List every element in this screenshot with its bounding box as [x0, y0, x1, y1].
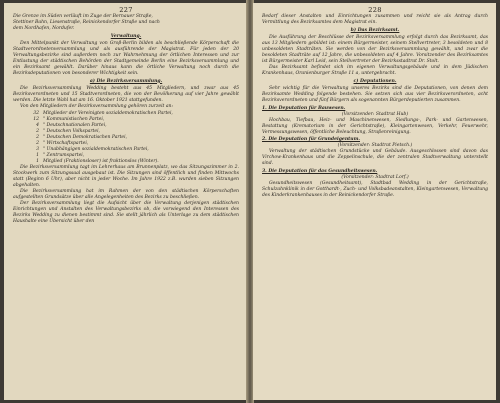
- paragraph: Bedarf dieser Anstalten und Einrichtungen zusammen und reicht sie als Antrag durch Vermittlung des Bezirksamtes dem Magistrat ein.: [262, 14, 488, 25]
- left-page-text: [13, 14, 239, 225]
- paragraph: Die Ausführung der Beschlüsse der Bezirksversammlung erfolgt durch das Bezirksamt, das aus 13 Mitgliedern gebildet ist: einem Bürgermeister, seinem Stellvertreter, 3 besoldeten und 8 unbesoldeten Stadträten. Sie werden von der Bezirksversammlung gewählt, und zwar die besoldeten Stadträte auf 12 Jahre, die unbesoldeten auf 4 Jahre. Vorsitzender des Bezirksamtes ist Bürgermeister Karl Leid, sein Stellvertreter der Bezirksstadtrat Dr. Stolt.: [262, 35, 488, 64]
- paragraph: Sehr wichtig für die Verwaltung unseres Bezirks sind die Deputationen, von denen dem Bezirksamte Wedding folgende bestehen. Sie setzen sich aus vier Bezirksverordneten, acht Bezirksverordneten und fünf Bürgern als sogenannten Bürgerdeputierten zusammen.: [262, 86, 488, 103]
- paragraph: Der Bezirksversammlung liegt die Aufsicht über die Verwaltung derjenigen städtischen Einrichtungen und Anstalten des Verwaltungsbezirks ob, die vorwiegend den Interessen des Bezirks Wedding zu dienen bestimmt sind. Sie stellt jährlich als Unterlage zu dem städtischen Haushalte eine Übersicht über den: [13, 201, 239, 224]
- seat-party: " Zentrumspartei,: [43, 152, 85, 158]
- seat-party: " Wirtschaftspartei,: [43, 140, 89, 146]
- seat-row: [15, 159, 239, 165]
- seat-party: " Deutschnationalen Partei,: [43, 122, 107, 128]
- page-number: 228: [368, 6, 382, 14]
- seat-count: 32: [33, 110, 39, 116]
- seat-count: 2: [36, 134, 39, 140]
- seat-party: " Deutschen Volkspartei,: [43, 128, 100, 134]
- seat-count: 4: [36, 122, 39, 128]
- seat-list: [15, 111, 239, 165]
- section-heading: Verwaltung.: [110, 33, 142, 39]
- paragraph: Den Mittelpunkt der Verwaltung von Groß-Berlin bilden als beschließende Körperschaft die Stadtverordnetenversammlung und als ausführende der Magistrat. Für jeden der 20 Verwaltungsbezirke sind außerdem noch zur Wahrnehmung der örtlichen Interessen und zur Entlastung der städtischen Behörden der Stadtgemeinde Berlin eine Bezirksversammlung und ein Bezirksamt gewählt. Darüber hinaus kann die örtliche Verwaltung noch durch die Bezirksdeputationen von besonderer Wichtigkeit sein.: [13, 41, 239, 76]
- seat-party: Mitglied (Fraktionsloser) ist fraktionslos (Winter).: [43, 158, 159, 164]
- deputation-text: Hochbau, Tiefbau, Heiz- und Maschinenwesen, Siedlungs-, Park- und Gartenwesen, Bestattung (Krematorium in der Gerichtstraße), Kleingartenwesen, Verkehr, Feuerwehr, Vermessungswesen, öffentliche Beleuchtung, Straßenreinigung.: [262, 117, 488, 135]
- seat-count: 2: [36, 140, 39, 146]
- text-line: Die Grenze im Süden verläuft im Zuge der Bernauer Straße,: [13, 14, 153, 19]
- deputation-chair: (Vorsitzender: Stadtrat Hub): [341, 111, 409, 117]
- text-line: dem Nordhafen, Nordufer.: [13, 26, 75, 31]
- deputation-title: 2. Die Deputation für Grundeigentum.: [262, 137, 360, 142]
- deputation-text: Verwaltung der städtischen Grundstücke und Gebäude. Ausgeschlossen sind davon das Virchow-Krankenhaus und die Zeppelinschule, die der zentralen Stadtverwaltung unterstellt sind.: [262, 149, 488, 166]
- seat-count: 1: [36, 158, 39, 164]
- deputation-title: 1. Die Deputation für Bauwesen.: [262, 105, 346, 111]
- seat-count: 3: [36, 146, 39, 152]
- right-page: [253, 3, 496, 400]
- text-line: Stettiner Bahn, Liesenstraße, Reinickendorfer Straße und nach: [13, 20, 160, 25]
- paragraph: Von den Mitgliedern der Bezirksversammlung gehören zurzeit an:: [20, 104, 174, 109]
- paragraph: Die Bezirksversammlung tagt im Lehrerhaus am Brunnenplatz, wo das Sitzungszimmer in 2. Stockwerk zum Sitzungssaal ausgebaut ist. Die Sitzungen sind öffentlich und finden Mittwochs statt (Beginn 6 Uhr), aber nicht in jeder Woche. Im Jahre 1922 z.B. wurden sieben Sitzungen abgehalten.: [13, 165, 239, 188]
- left-page: [4, 3, 247, 400]
- seat-party: " Kommunistischen Partei,: [43, 116, 105, 122]
- seat-count: 12: [33, 116, 39, 122]
- paragraph: Das Bezirksamt befindet sich im eigenen Verwaltungsgebäude und in dem Jüdischen Krankenhaus, Oranienburger Straße 11 a, untergebracht.: [262, 65, 488, 76]
- seat-count: 1: [36, 152, 39, 158]
- subsection-heading: c) Deputationen.: [353, 78, 397, 84]
- deputation-title: 3. Die Deputation für das Gesundheitswesen.: [262, 168, 378, 174]
- subsection-heading: a) Die Bezirksversammlung.: [89, 78, 163, 84]
- deputation-text: Gesundheitswesen (Gesundheitsamt), Stadtbad Wedding in der Gerichtstraße, Schulzahnklinik in der Gotthardt-, Zuch- und Volksbadeanstalten, Kleingartenwesen, Verwaltung des Kinderkrankenhauses in der Reinickendorfer Straße.: [262, 180, 488, 198]
- deputation-chair: (Vorsitzender: Stadtrat Lorf.): [341, 174, 409, 180]
- right-page-text: [262, 14, 488, 199]
- deputation-chair: (Vorsitzender: Stadtrat Pietsch.): [337, 143, 413, 148]
- paragraph: Die Bezirksversammlung Wedding besteht aus 45 Mitgliedern, und zwar aus 45 Bezirksverordneten und 15 Stadtverordneten, die von der Bevölkerung auf vier Jahre gewählt werden. Die letzte Wahl hat am 16. Oktober 1921 stattgefunden.: [13, 86, 239, 103]
- seat-party: " Unabhängigen sozialdemokratischen Partei,: [43, 146, 149, 152]
- paragraph: Die Bezirksversammlung hat im Rahmen der von den städtischen Körperschaften aufgestellten Grundsätze über alle Angelegenheiten des Bezirks zu beschließen.: [13, 189, 239, 200]
- page-number: 227: [119, 6, 133, 14]
- seat-party: " Deutschen Demokratischen Partei,: [43, 134, 128, 140]
- subsection-heading: b) Das Bezirksamt.: [350, 27, 400, 33]
- seat-count: 2: [36, 128, 39, 134]
- seat-party: Mitglieder der Vereinigten sozialdemokratischen Partei,: [43, 110, 173, 116]
